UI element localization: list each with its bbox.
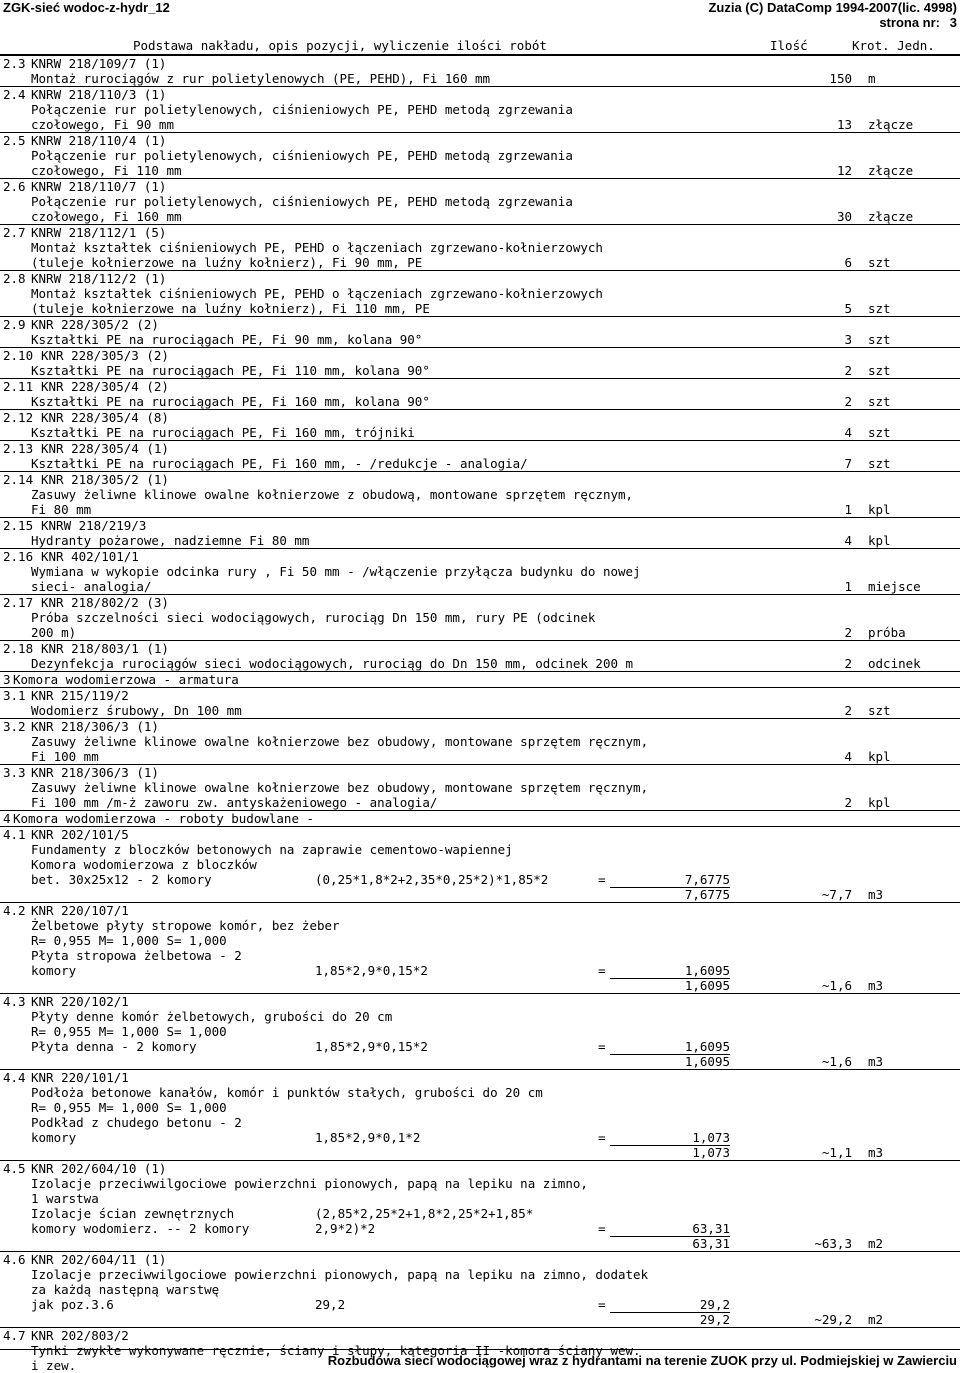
description: czołowego, Fi 110 mm — [31, 163, 182, 178]
norm-code: KNR 202/604/10 (1) — [31, 1161, 167, 1176]
equals-sign: = — [598, 1039, 606, 1054]
quantity: 1 — [844, 502, 852, 517]
table-row — [0, 1251, 960, 1267]
table-row — [0, 132, 960, 148]
page-label: strona nr: — [879, 15, 940, 30]
page-header — [0, 0, 960, 30]
column-desc: Podstawa nakładu, opis pozycji, wyliczenie ilości robót — [133, 38, 547, 53]
table-row — [0, 1145, 960, 1160]
description: Żelbetowe płyty stropowe komór, bez żeber — [31, 918, 340, 933]
description: Tynki zwykłe wykonywane ręcznie, ściany i słupy, kategoria II -komora ściany wew. — [31, 1343, 641, 1358]
quantity: 4 — [844, 425, 852, 440]
table-row — [0, 734, 960, 749]
table-row — [0, 978, 960, 993]
project-title: Rozbudowa sieci wodociągowej wraz z hydrantami na terenie ZUOK przy ul. Podmiejskiej w Zawierciu — [327, 1353, 957, 1368]
table-row — [0, 780, 960, 795]
position-number: 4.6 — [3, 1252, 26, 1267]
description: Hydranty pożarowe, nadziemne Fi 80 mm — [31, 533, 310, 548]
unit: m3 — [868, 1145, 884, 1160]
quantity: ~63,3 — [814, 1236, 852, 1251]
description: Dezynfekcja rurociągów sieci wodociągowych, rurociąg do Dn 150 mm, odcinek 200 m — [31, 656, 634, 671]
result-value: 63,31 — [692, 1236, 730, 1251]
description: czołowego, Fi 160 mm — [31, 209, 182, 224]
table-row — [0, 178, 960, 194]
position-number: 2.4 — [3, 87, 26, 102]
quantity: 4 — [844, 749, 852, 764]
quantity: 13 — [836, 117, 852, 132]
unit: złącze — [868, 117, 914, 132]
table-row — [0, 1297, 960, 1312]
norm-code: KNR 228/305/4 (1) — [41, 441, 169, 456]
table-row — [0, 1039, 960, 1054]
description: Fi 100 mm — [31, 749, 99, 764]
description: Kształtki PE na rurociągach PE, Fi 160 mm, trójniki — [31, 425, 415, 440]
position-number: 2.6 — [3, 179, 26, 194]
table-row — [0, 993, 960, 1009]
norm-code: Komora wodomierzowa - roboty budowlane - — [13, 811, 315, 826]
table-row — [0, 86, 960, 102]
table-row — [0, 933, 960, 948]
description: Płyty denne komór żelbetowych, grubości do 20 cm — [31, 1009, 393, 1024]
description: Fundamenty z bloczków betonowych na zaprawie cementowo-wapiennej — [31, 842, 513, 857]
description: czołowego, Fi 90 mm — [31, 117, 174, 132]
unit: szt — [868, 332, 891, 347]
unit: m3 — [868, 1054, 884, 1069]
calculation: 2,9*2)*2 — [315, 1221, 376, 1236]
table-row — [0, 872, 960, 887]
description: Izolacje przeciwwilgociowe powierzchni pionowych, papą na lepiku na zimno, — [31, 1176, 588, 1191]
column-qty: Ilość — [770, 38, 808, 53]
equals-sign: = — [598, 1221, 606, 1236]
result-value: 1,073 — [692, 1145, 730, 1160]
table-row — [0, 1206, 960, 1221]
description: sieci- analogia/ — [31, 579, 152, 594]
position-number: 4 — [3, 811, 11, 826]
description: Wymiana w wykopie odcinka rury , Fi 50 mm - /włączenie przyłącza budynku do nowej — [31, 564, 641, 579]
result-value: 1,6095 — [610, 963, 730, 979]
norm-code: KNRW 218/112/1 (5) — [31, 225, 167, 240]
norm-code: KNR 220/107/1 — [31, 903, 129, 918]
norm-code: KNR 202/803/2 — [31, 1328, 129, 1343]
unit: kpl — [868, 749, 891, 764]
quantity: 3 — [844, 332, 852, 347]
position-number: 2.13 — [3, 441, 34, 456]
position-number: 3 — [3, 672, 11, 687]
position-number: 2.12 — [3, 410, 34, 425]
unit: m2 — [868, 1236, 884, 1251]
description: Podkład z chudego betonu - 2 — [31, 1115, 242, 1130]
table-row — [0, 487, 960, 502]
table-row — [0, 1085, 960, 1100]
description: (tuleje kołnierzowe na luźny kołnierz), Fi 90 mm, PE — [31, 255, 423, 270]
software-credit: Zuzia (C) DataComp 1994-2007(lic. 4998) — [708, 0, 957, 15]
norm-code: KNRW 218/110/4 (1) — [31, 133, 167, 148]
unit: szt — [868, 703, 891, 718]
description: Wodomierz śrubowy, Dn 100 mm — [31, 703, 242, 718]
table-row — [0, 1327, 960, 1343]
table-row — [0, 163, 960, 178]
table-row — [0, 826, 960, 842]
norm-code: KNR 202/604/11 (1) — [31, 1252, 167, 1267]
table-row — [0, 671, 960, 687]
description: Komora wodomierzowa z bloczków — [31, 857, 257, 872]
description: Zasuwy żeliwne klinowe owalne kołnierzowe bez obudowy, montowane sprzętem ręcznym, — [31, 780, 649, 795]
description: Połączenie rur polietylenowych, ciśnieniowych PE, PEHD metodą zgrzewania — [31, 194, 573, 209]
description: 1 warstwa — [31, 1191, 99, 1206]
table-row — [0, 194, 960, 209]
position-number: 2.10 — [3, 348, 34, 363]
table-row — [0, 1024, 960, 1039]
table-row — [0, 640, 960, 656]
quantity: 2 — [844, 656, 852, 671]
table-row — [0, 687, 960, 703]
description: Kształtki PE na rurociągach PE, Fi 90 mm, kolana 90° — [31, 332, 423, 347]
table-row — [0, 286, 960, 301]
calculation: 1,85*2,9*0,1*2 — [315, 1130, 421, 1145]
description: jak poz.3.6 — [31, 1297, 114, 1312]
norm-code: Komora wodomierzowa - armatura — [13, 672, 239, 687]
table-row — [0, 102, 960, 117]
calculation: 29,2 — [315, 1297, 346, 1312]
unit: złącze — [868, 163, 914, 178]
position-number: 2.14 — [3, 472, 34, 487]
description: Kształtki PE na rurociągach PE, Fi 110 mm, kolana 90° — [31, 363, 430, 378]
unit: szt — [868, 425, 891, 440]
table-row — [0, 1130, 960, 1145]
position-number: 2.7 — [3, 225, 26, 240]
norm-code: KNR 228/305/4 (8) — [41, 410, 169, 425]
table-row — [0, 440, 960, 456]
table-row — [0, 1221, 960, 1236]
calculation: 1,85*2,9*0,15*2 — [315, 963, 428, 978]
norm-code: KNRW 218/110/3 (1) — [31, 87, 167, 102]
description: (tuleje kołnierzowe na luźny kołnierz), Fi 110 mm, PE — [31, 301, 430, 316]
description: 200 m) — [31, 625, 77, 640]
quantity: 2 — [844, 363, 852, 378]
table-row — [0, 1069, 960, 1085]
table-row — [0, 842, 960, 857]
position-number: 2.8 — [3, 271, 26, 286]
equals-sign: = — [598, 963, 606, 978]
description: R= 0,955 M= 1,000 S= 1,000 — [31, 1024, 227, 1039]
position-number: 2.11 — [3, 379, 34, 394]
unit: kpl — [868, 502, 891, 517]
table-row — [0, 209, 960, 224]
description: za każdą następną warstwę — [31, 1282, 220, 1297]
table-row — [0, 394, 960, 409]
unit: szt — [868, 363, 891, 378]
table-row — [0, 1054, 960, 1069]
description: komory — [31, 963, 77, 978]
result-value: 1,6095 — [684, 978, 730, 993]
table-row — [0, 1009, 960, 1024]
description: Połączenie rur polietylenowych, ciśnieniowych PE, PEHD metodą zgrzewania — [31, 102, 573, 117]
table-row — [0, 1176, 960, 1191]
table-row — [0, 425, 960, 440]
position-number: 4.4 — [3, 1070, 26, 1085]
description: Płyta stropowa żelbetowa - 2 — [31, 948, 242, 963]
table-row — [0, 1236, 960, 1251]
position-number: 3.3 — [3, 765, 26, 780]
calculation: (0,25*1,8*2+2,35*0,25*2)*1,85*2 — [315, 872, 549, 887]
result-value: 29,2 — [699, 1312, 730, 1327]
table-row — [0, 471, 960, 487]
unit: szt — [868, 301, 891, 316]
position-number: 2.9 — [3, 317, 26, 332]
norm-code: KNR 228/305/3 (2) — [41, 348, 169, 363]
column-unit: Krot. Jedn. — [852, 38, 935, 53]
norm-code: KNR 215/119/2 — [31, 688, 129, 703]
description: komory wodomierz. -- 2 komory — [31, 1221, 250, 1236]
table-row — [0, 148, 960, 163]
position-number: 3.2 — [3, 719, 26, 734]
table-row — [0, 332, 960, 347]
unit: miejsce — [868, 579, 921, 594]
quantity: 30 — [836, 209, 852, 224]
quantity: 6 — [844, 255, 852, 270]
table-row — [0, 301, 960, 316]
table-row — [0, 71, 960, 86]
table-row — [0, 363, 960, 378]
description: Kształtki PE na rurociągach PE, Fi 160 mm, - /redukcje - analogia/ — [31, 456, 528, 471]
quantity: 150 — [829, 71, 852, 86]
norm-code: KNR 220/102/1 — [31, 994, 129, 1009]
position-number: 2.18 — [3, 641, 34, 656]
quantity: 1 — [844, 579, 852, 594]
quantity: 2 — [844, 394, 852, 409]
norm-code: KNR 218/803/1 (1) — [41, 641, 169, 656]
unit: m3 — [868, 978, 884, 993]
position-number: 4.5 — [3, 1161, 26, 1176]
description: R= 0,955 M= 1,000 S= 1,000 — [31, 1100, 227, 1115]
description: komory — [31, 1130, 77, 1145]
table-row — [0, 857, 960, 872]
table-row — [0, 533, 960, 548]
unit: szt — [868, 456, 891, 471]
result-value: 1,6095 — [610, 1039, 730, 1055]
table-row — [0, 255, 960, 270]
unit: m3 — [868, 887, 884, 902]
quantity: 12 — [836, 163, 852, 178]
description: Kształtki PE na rurociągach PE, Fi 160 mm, kolana 90° — [31, 394, 430, 409]
norm-code: KNRW 218/109/7 (1) — [31, 56, 167, 71]
description: Próba szczelności sieci wodociągowych, rurociąg Dn 150 mm, rury PE (odcinek — [31, 610, 596, 625]
norm-code: KNR 218/802/2 (3) — [41, 595, 169, 610]
quantity: ~7,7 — [821, 887, 852, 902]
equals-sign: = — [598, 1130, 606, 1145]
quantity: ~1,6 — [821, 1054, 852, 1069]
norm-code: KNR 202/101/5 — [31, 827, 129, 842]
table-row — [0, 270, 960, 286]
description: Podłoża betonowe kanałów, komór i punktów stałych, grubości do 20 cm — [31, 1085, 543, 1100]
equals-sign: = — [598, 1297, 606, 1312]
description: Montaż kształtek ciśnieniowych PE, PEHD o łączeniach zgrzewano-kołnierzowych — [31, 240, 603, 255]
equals-sign: = — [598, 872, 606, 887]
unit: szt — [868, 255, 891, 270]
result-value: 7,6775 — [610, 872, 730, 888]
quantity: ~1,6 — [821, 978, 852, 993]
table-row — [0, 117, 960, 132]
unit: szt — [868, 394, 891, 409]
unit: m2 — [868, 1312, 884, 1327]
table-row — [0, 948, 960, 963]
description: i zew. — [31, 1358, 77, 1373]
table-row — [0, 887, 960, 902]
table-row — [0, 703, 960, 718]
table-row — [0, 347, 960, 363]
quantity: 4 — [844, 533, 852, 548]
norm-code: KNR 220/101/1 — [31, 1070, 129, 1085]
norm-code: KNRW 218/112/2 (1) — [31, 271, 167, 286]
norm-code: KNR 228/305/2 (2) — [31, 317, 159, 332]
result-value: 7,6775 — [684, 887, 730, 902]
table-row — [0, 764, 960, 780]
position-number: 2.3 — [3, 56, 26, 71]
table-row — [0, 1267, 960, 1282]
description: Fi 80 mm — [31, 502, 92, 517]
quantity: 2 — [844, 625, 852, 640]
description: Izolacje ścian zewnętrznych — [31, 1206, 235, 1221]
table-row — [0, 517, 960, 533]
unit: próba — [868, 625, 906, 640]
result-value: 1,073 — [610, 1130, 730, 1146]
table-row — [0, 456, 960, 471]
cost-table — [0, 55, 960, 1373]
table-row — [0, 1191, 960, 1206]
description: Płyta denna - 2 komory — [31, 1039, 197, 1054]
table-row — [0, 548, 960, 564]
result-value: 1,6095 — [684, 1054, 730, 1069]
description: Fi 100 mm /m-ż zaworu zw. antyskażeniowego - analogia/ — [31, 795, 438, 810]
description: Montaż kształtek ciśnieniowych PE, PEHD o łączeniach zgrzewano-kołnierzowych — [31, 286, 603, 301]
table-row — [0, 1312, 960, 1327]
calculation: 1,85*2,9*0,15*2 — [315, 1039, 428, 1054]
table-row — [0, 240, 960, 255]
table-row — [0, 718, 960, 734]
table-row — [0, 902, 960, 918]
quantity: 7 — [844, 456, 852, 471]
table-row — [0, 564, 960, 579]
norm-code: KNR 228/305/4 (2) — [41, 379, 169, 394]
result-value: 63,31 — [610, 1221, 730, 1237]
table-row — [0, 810, 960, 826]
result-value: 29,2 — [610, 1297, 730, 1313]
unit: odcinek — [868, 656, 921, 671]
unit: złącze — [868, 209, 914, 224]
table-row — [0, 579, 960, 594]
description: R= 0,955 M= 1,000 S= 1,000 — [31, 933, 227, 948]
description: Zasuwy żeliwne klinowe owalne kołnierzowe z obudową, montowane sprzętem ręcznym, — [31, 487, 634, 502]
table-row — [0, 918, 960, 933]
description: Połączenie rur polietylenowych, ciśnieniowych PE, PEHD metodą zgrzewania — [31, 148, 573, 163]
unit: m — [868, 71, 876, 86]
norm-code: KNR 218/305/2 (1) — [41, 472, 169, 487]
table-row — [0, 409, 960, 425]
quantity: 5 — [844, 301, 852, 316]
table-row — [0, 224, 960, 240]
page-number: 3 — [949, 15, 957, 30]
table-row — [0, 749, 960, 764]
table-row — [0, 316, 960, 332]
description: Izolacje przeciwwilgociowe powierzchni pionowych, papą na lepiku na zimno, dodatek — [31, 1267, 649, 1282]
table-row — [0, 1100, 960, 1115]
norm-code: KNRW 218/110/7 (1) — [31, 179, 167, 194]
column-header — [0, 37, 960, 55]
norm-code: KNR 218/306/3 (1) — [31, 719, 159, 734]
description: Zasuwy żeliwne klinowe owalne kołnierzowe bez obudowy, montowane sprzętem ręcznym, — [31, 734, 649, 749]
position-number: 2.16 — [3, 549, 34, 564]
position-number: 3.1 — [3, 688, 26, 703]
document-title: ZGK-sieć wodoc-z-hydr_12 — [3, 0, 170, 15]
unit: kpl — [868, 533, 891, 548]
quantity: ~1,1 — [821, 1145, 852, 1160]
norm-code: KNR 402/101/1 — [41, 549, 139, 564]
table-row — [0, 1282, 960, 1297]
table-row — [0, 55, 960, 71]
quantity: 2 — [844, 703, 852, 718]
description: Montaż rurociągów z rur polietylenowych (PE, PEHD), Fi 160 mm — [31, 71, 491, 86]
table-row — [0, 656, 960, 671]
quantity: 2 — [844, 795, 852, 810]
table-row — [0, 963, 960, 978]
quantity: ~29,2 — [814, 1312, 852, 1327]
page-footer — [0, 1349, 960, 1372]
table-row — [0, 594, 960, 610]
table-row — [0, 502, 960, 517]
table-row — [0, 610, 960, 625]
table-row — [0, 1115, 960, 1130]
norm-code: KNRW 218/219/3 — [41, 518, 147, 533]
description: bet. 30x25x12 - 2 komory — [31, 872, 212, 887]
table-row — [0, 1160, 960, 1176]
position-number: 2.15 — [3, 518, 34, 533]
calculation: (2,85*2,25*2+1,8*2,25*2+1,85* — [315, 1206, 534, 1221]
position-number: 4.3 — [3, 994, 26, 1009]
norm-code: KNR 218/306/3 (1) — [31, 765, 159, 780]
position-number: 4.2 — [3, 903, 26, 918]
position-number: 4.1 — [3, 827, 26, 842]
unit: kpl — [868, 795, 891, 810]
position-number: 2.17 — [3, 595, 34, 610]
position-number: 4.7 — [3, 1328, 26, 1343]
table-row — [0, 795, 960, 810]
table-row — [0, 378, 960, 394]
position-number: 2.5 — [3, 133, 26, 148]
table-row — [0, 625, 960, 640]
